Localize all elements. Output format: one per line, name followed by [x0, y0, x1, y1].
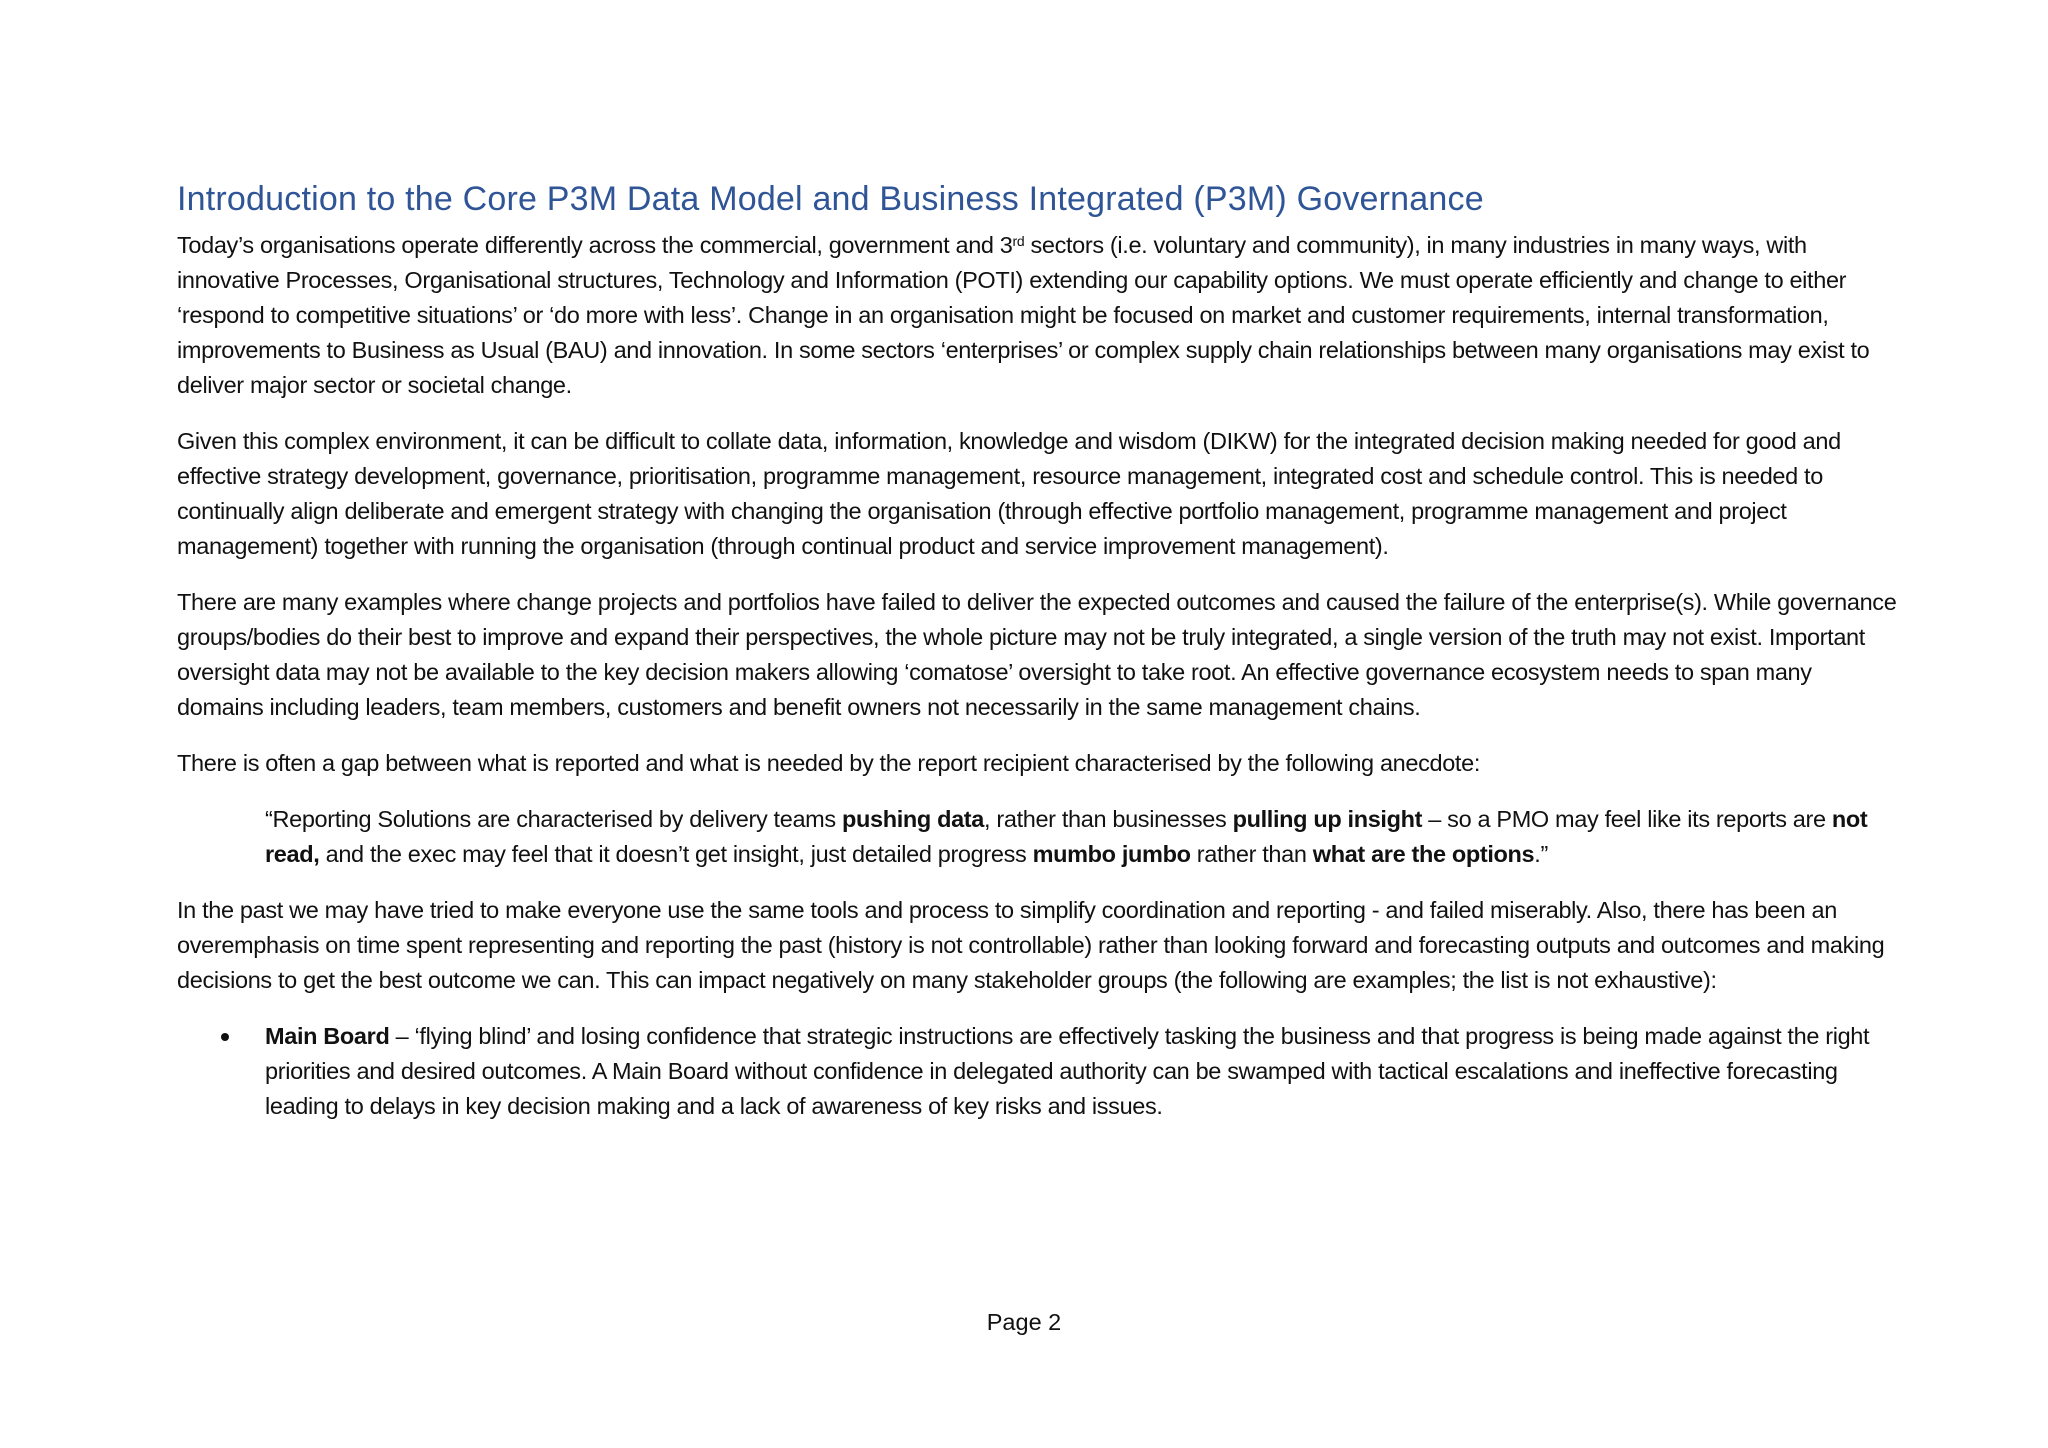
- paragraph-intro: [177, 228, 1897, 403]
- quote-text-3: – so a PMO may feel like its reports are: [1422, 806, 1832, 832]
- stakeholder-list: [177, 1019, 1897, 1124]
- paragraph-dikw: Given this complex environment, it can be difficult to collate data, information, knowledge and wisdom (DIKW) for the integrated decision making needed for good and effective strategy development, governance, prioritisation, programme management, resource management, integrated cost and schedule control. This is needed to continually align deliberate and emergent strategy with changing the organisation (through effective portfolio management, programme management and project management) together with running the organisation (through continual product and service improvement management).: [177, 428, 1841, 559]
- ordinal-superscript: rd: [1012, 233, 1025, 249]
- quote-text-5: rather than: [1190, 841, 1313, 867]
- quote-text-1: “Reporting Solutions are characterised by delivery teams: [265, 806, 842, 832]
- paragraph-gap: There is often a gap between what is reported and what is needed by the report recipient characterised by the following anecdote:: [177, 750, 1481, 776]
- list-item-text: – ‘flying blind’ and losing confidence that strategic instructions are effectively tasking the business and that progress is being made against the right priorities and desired outcomes. A Main Board without confidence in delegated authority can be swamped with tactical escalations and ineffective forecasting leading to delays in key decision making and a lack of awareness of key risks and issues.: [265, 1023, 1870, 1119]
- quote-bold-2: pulling up insight: [1232, 806, 1423, 832]
- anecdote-quote: [265, 802, 1897, 872]
- paragraph-intro-text-b: sectors (i.e. voluntary and community), in many industries in many ways, with innovative Processes, Organisational structures, Technology and Information (POTI) extending our capability options. We must operate efficiently and change to either ‘respond to competitive situations’ or ‘do more with less’. Change in an organisation might be focused on market and customer requirements, internal transformation, improvements to Business as Usual (BAU) and innovation. In some sectors ‘enterprises’ or complex supply chain relationships between many organisations may exist to deliver major sector or societal change.: [177, 232, 1870, 398]
- paragraph-past: In the past we may have tried to make everyone use the same tools and process to simplify coordination and reporting - and failed miserably. Also, there has been an overemphasis on time spent representing and reporting the past (history is not controllable) rather than looking forward and forecasting outputs and outcomes and making decisions to get the best outcome we can. This can impact negatively on many stakeholder groups (the following are examples; the list is not exhaustive):: [177, 897, 1885, 993]
- quote-bold-5: what are the options: [1312, 841, 1535, 867]
- quote-text-2: , rather than businesses: [984, 806, 1233, 832]
- list-item: [177, 1019, 1897, 1124]
- quote-bold-4: mumbo jumbo: [1032, 841, 1191, 867]
- paragraph-failures: There are many examples where change projects and portfolios have failed to deliver the expected outcomes and caused the failure of the enterprise(s). While governance groups/bodies do their best to improve and expand their perspectives, the whole picture may not be truly integrated, a single version of the truth may not exist. Important oversight data may not be available to the key decision makers allowing ‘comatose’ oversight to take root. An effective governance ecosystem needs to span many domains including leaders, team members, customers and benefit owners not necessarily in the same management chains.: [177, 589, 1897, 720]
- paragraph-intro-text-a: Today’s organisations operate differently across the commercial, government and 3: [177, 232, 1013, 258]
- quote-bold-1: pushing data: [841, 806, 985, 832]
- quote-text-6: .”: [1534, 841, 1548, 867]
- section-heading: Introduction to the Core P3M Data Model and Business Integrated (P3M) Governance: [177, 180, 1484, 218]
- list-item-title: Main Board: [265, 1023, 390, 1049]
- bullet-icon: [221, 1033, 229, 1041]
- quote-text-4: and the exec may feel that it doesn’t get insight, just detailed progress: [319, 841, 1033, 867]
- document-page: [177, 178, 1897, 1124]
- page-number: Page 2: [986, 1309, 1062, 1335]
- quote-bold-3: not read,: [265, 806, 1868, 867]
